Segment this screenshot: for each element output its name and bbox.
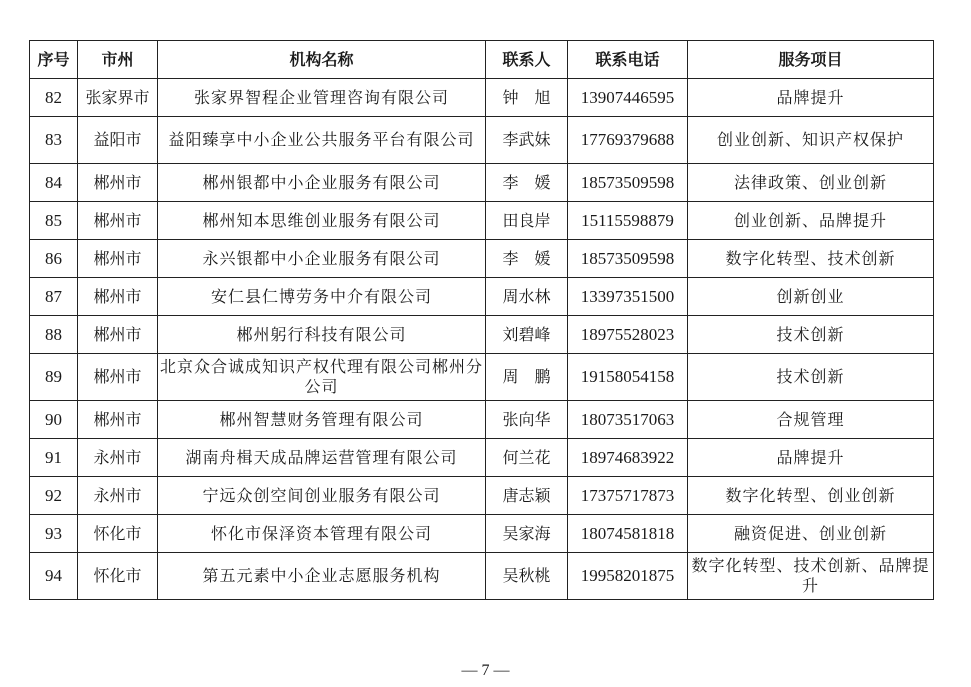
table-row — [30, 477, 934, 515]
cell-service: 品牌提升 — [688, 439, 934, 477]
cell-city: 怀化市 — [78, 515, 158, 553]
cell-index: 90 — [30, 401, 78, 439]
table-row — [30, 354, 934, 401]
cell-city: 郴州市 — [78, 401, 158, 439]
header-org-name: 机构名称 — [158, 41, 486, 79]
cell-phone: 19958201875 — [568, 553, 688, 600]
service-provider-table — [29, 40, 934, 600]
cell-index: 86 — [30, 240, 78, 278]
cell-contact: 李武妹 — [486, 117, 568, 164]
cell-contact: 刘碧峰 — [486, 316, 568, 354]
cell-phone: 18073517063 — [568, 401, 688, 439]
cell-org-name: 郴州智慧财务管理有限公司 — [158, 401, 486, 439]
cell-service: 创业创新、品牌提升 — [688, 202, 934, 240]
cell-index: 85 — [30, 202, 78, 240]
cell-city: 郴州市 — [78, 354, 158, 401]
cell-city: 郴州市 — [78, 316, 158, 354]
header-phone: 联系电话 — [568, 41, 688, 79]
cell-index: 91 — [30, 439, 78, 477]
cell-service: 品牌提升 — [688, 79, 934, 117]
header-contact: 联系人 — [486, 41, 568, 79]
cell-contact: 何兰花 — [486, 439, 568, 477]
cell-org-name: 永兴银都中小企业服务有限公司 — [158, 240, 486, 278]
cell-service: 数字化转型、创业创新 — [688, 477, 934, 515]
cell-contact: 李 媛 — [486, 164, 568, 202]
cell-city: 郴州市 — [78, 278, 158, 316]
cell-service: 数字化转型、技术创新、品牌提升 — [688, 553, 934, 600]
cell-org-name: 郴州躬行科技有限公司 — [158, 316, 486, 354]
cell-phone: 18573509598 — [568, 240, 688, 278]
cell-org-name: 第五元素中小企业志愿服务机构 — [158, 553, 486, 600]
cell-phone: 18975528023 — [568, 316, 688, 354]
cell-city: 郴州市 — [78, 202, 158, 240]
cell-org-name: 湖南舟楫天成品牌运营管理有限公司 — [158, 439, 486, 477]
cell-service: 合规管理 — [688, 401, 934, 439]
cell-city: 郴州市 — [78, 164, 158, 202]
cell-org-name: 北京众合诚成知识产权代理有限公司郴州分公司 — [158, 354, 486, 401]
cell-contact: 周 鹏 — [486, 354, 568, 401]
table-row — [30, 515, 934, 553]
table-row — [30, 401, 934, 439]
cell-phone: 15115598879 — [568, 202, 688, 240]
table-row — [30, 278, 934, 316]
cell-phone: 18074581818 — [568, 515, 688, 553]
cell-index: 87 — [30, 278, 78, 316]
cell-city: 永州市 — [78, 477, 158, 515]
table-row — [30, 164, 934, 202]
cell-org-name: 怀化市保泽资本管理有限公司 — [158, 515, 486, 553]
table-row — [30, 439, 934, 477]
cell-service: 创新创业 — [688, 278, 934, 316]
table-row — [30, 202, 934, 240]
cell-contact: 张向华 — [486, 401, 568, 439]
cell-service: 技术创新 — [688, 354, 934, 401]
cell-org-name: 郴州知本思维创业服务有限公司 — [158, 202, 486, 240]
cell-org-name: 郴州银都中小企业服务有限公司 — [158, 164, 486, 202]
cell-phone: 13397351500 — [568, 278, 688, 316]
cell-phone: 19158054158 — [568, 354, 688, 401]
cell-index: 92 — [30, 477, 78, 515]
cell-service: 创业创新、知识产权保护 — [688, 117, 934, 164]
cell-phone: 18573509598 — [568, 164, 688, 202]
cell-org-name: 张家界智程企业管理咨询有限公司 — [158, 79, 486, 117]
cell-city: 怀化市 — [78, 553, 158, 600]
cell-contact: 田良岸 — [486, 202, 568, 240]
header-index: 序号 — [30, 41, 78, 79]
cell-service: 数字化转型、技术创新 — [688, 240, 934, 278]
table-row — [30, 240, 934, 278]
cell-index: 83 — [30, 117, 78, 164]
cell-contact: 钟 旭 — [486, 79, 568, 117]
cell-city: 益阳市 — [78, 117, 158, 164]
cell-index: 82 — [30, 79, 78, 117]
cell-org-name: 宁远众创空间创业服务有限公司 — [158, 477, 486, 515]
cell-org-name: 安仁县仁博劳务中介有限公司 — [158, 278, 486, 316]
cell-service: 技术创新 — [688, 316, 934, 354]
cell-phone: 18974683922 — [568, 439, 688, 477]
cell-index: 93 — [30, 515, 78, 553]
cell-city: 张家界市 — [78, 79, 158, 117]
table-row — [30, 117, 934, 164]
cell-index: 89 — [30, 354, 78, 401]
cell-service: 融资促进、创业创新 — [688, 515, 934, 553]
cell-index: 94 — [30, 553, 78, 600]
cell-phone: 17769379688 — [568, 117, 688, 164]
cell-org-name: 益阳臻享中小企业公共服务平台有限公司 — [158, 117, 486, 164]
table-row — [30, 79, 934, 117]
cell-contact: 吴秋桃 — [486, 553, 568, 600]
cell-contact: 李 媛 — [486, 240, 568, 278]
cell-index: 84 — [30, 164, 78, 202]
cell-index: 88 — [30, 316, 78, 354]
table-header-row — [30, 41, 934, 79]
cell-service: 法律政策、创业创新 — [688, 164, 934, 202]
cell-contact: 唐志颖 — [486, 477, 568, 515]
cell-contact: 吴家海 — [486, 515, 568, 553]
cell-contact: 周水林 — [486, 278, 568, 316]
cell-phone: 17375717873 — [568, 477, 688, 515]
cell-city: 永州市 — [78, 439, 158, 477]
table-row — [30, 316, 934, 354]
cell-phone: 13907446595 — [568, 79, 688, 117]
header-city: 市州 — [78, 41, 158, 79]
table-row — [30, 553, 934, 600]
cell-city: 郴州市 — [78, 240, 158, 278]
page-number: — 7 — — [461, 662, 510, 679]
header-service: 服务项目 — [688, 41, 934, 79]
